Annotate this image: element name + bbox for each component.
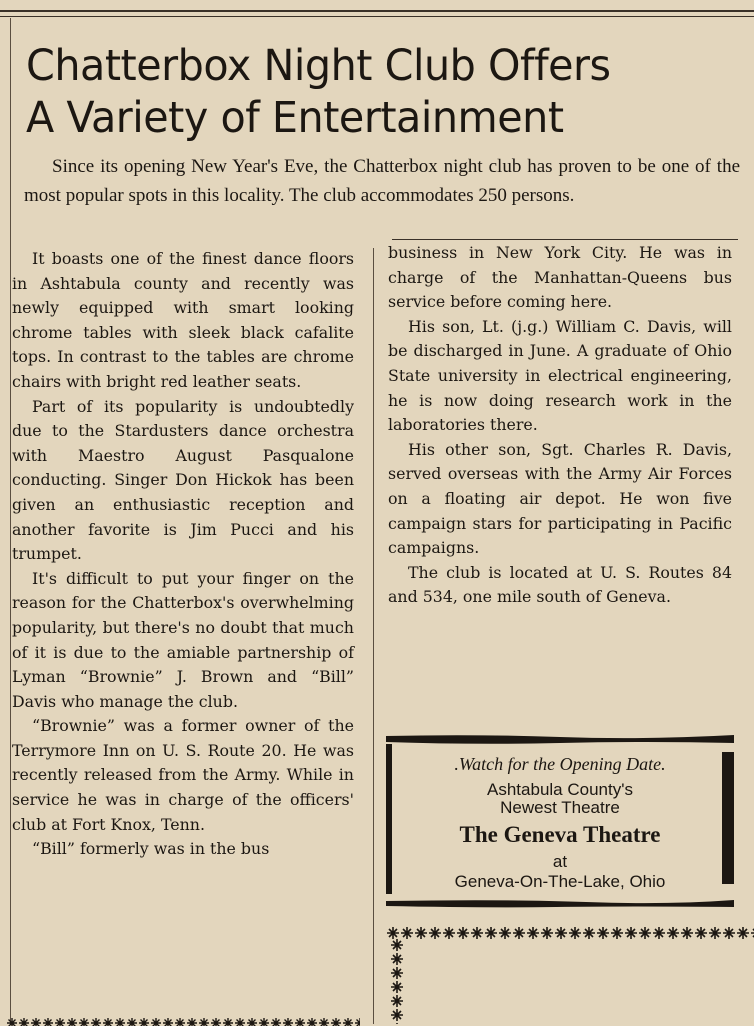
left-column-rule [10,18,11,1024]
left-paragraph-5: “Bill” formerly was in the bus [32,839,270,859]
lede-paragraph [24,152,740,210]
ornament-column [390,938,404,1024]
top-rule-thin [0,16,754,17]
right-continuation: business in New York City. He was in charge of the Manhattan-Queens bus service before coming here. [388,243,732,312]
ad-newest-line: Newest Theatre [500,798,620,817]
ad-at-line: at [552,852,568,871]
right-column-top-rule [392,239,738,240]
left-column [12,247,354,862]
ad-county-line: Ashtabula County's [487,780,633,799]
right-paragraph-3: The club is located at U. S. Routes 84 and 534, one mile south of Geneva. [388,562,732,607]
cross-pattern-icon [390,938,404,1024]
ornament-row-bottom [6,1017,360,1026]
headline-line-1: Chatterbox Night Club Offers [26,41,611,91]
ad-watch-line: .Watch for the Opening Date. [454,754,666,774]
headline-line-2: A Variety of Entertainment [26,93,564,143]
ad-bottom-brush-border [386,898,734,908]
theatre-advertisement [386,734,734,908]
left-paragraph-1: It boasts one of the finest dance floors in Ashtabula county and recently was newly equipped with smart looking chrome tables with sleek black cafalite tops. In contrast to the tables are chrome chairs with bright red leather seats. [12,249,354,391]
left-paragraph-2: Part of its popularity is undoubtedly due to the Stardusters dance orchestra with Maestro August Pasqualone conducting. Singer Don Hickok has been given an enthusiastic reception and another favorite is Jim Pucci and his trumpet. [12,396,354,564]
left-paragraph-3: It's difficult to put your finger on the reason for the Chatterbox's overwhelming popularity, but there's no doubt that much of it is due to the amiable partnership of Lyman “Brownie” J. Brown and “Bill” Davis who manage the club. [12,568,354,711]
column-divider [373,248,374,1024]
ad-place-line: Geneva-On-The-Lake, Ohio [454,872,666,891]
ad-top-brush-border [386,734,734,744]
lede-text: Since its opening New Year's Eve, the Chatterbox night club has proven to be one of the most popular spots in this locality. The club accommodates 250 persons. [24,156,740,206]
right-paragraph-2: His other son, Sgt. Charles R. Davis, served overseas with the Army Air Forces on a floating air depot. He won five campaign stars for participating in Pacific campaigns. [388,439,732,558]
top-rule [0,10,754,12]
ad-theatre-name: The Geneva Theatre [459,822,661,847]
right-paragraph-1: His son, Lt. (j.g.) William C. Davis, will be discharged in June. A graduate of Ohio State university in electrical engineering, he is now doing research work in the laboratories there. [388,316,732,435]
left-paragraph-4: “Brownie” was a former owner of the Terrymore Inn on U. S. Route 20. He was recently released from the Army. While in service he was in charge of the officers' club at Fort Knox, Tenn. [12,716,354,834]
right-column [388,241,732,610]
ornament-row-top [386,926,754,939]
cross-pattern-icon [6,1014,360,1026]
headline [26,40,708,144]
cross-pattern-icon [386,925,754,939]
